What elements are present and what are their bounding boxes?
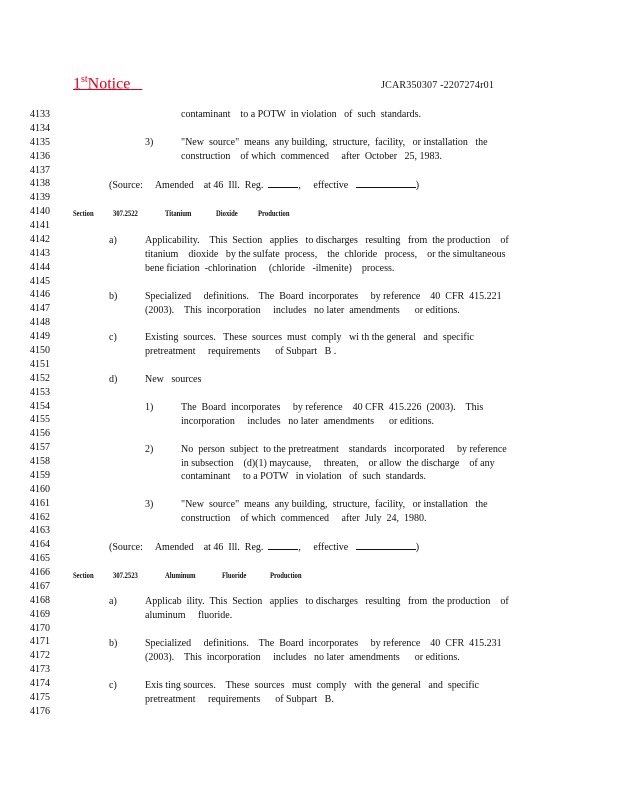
body-line: pretreatment requirements of Subpart B .: [145, 346, 337, 357]
reg-blank: [268, 540, 298, 550]
line-number: 4135: [30, 136, 50, 148]
line-number: 4170: [30, 622, 50, 634]
item-marker: b): [109, 291, 118, 302]
body-line: contaminant to a POTW in violation of such standards.: [181, 471, 427, 482]
body-line: construction of which commenced after July 24, 1980.: [181, 513, 427, 524]
line-number: 4157: [30, 442, 50, 454]
section-heading-word: Section: [73, 570, 94, 580]
section-title-word: Fluoride: [222, 570, 247, 580]
section-heading-word: Section: [73, 208, 94, 218]
body-line: Specialized definitions. The Board incorporates by reference 40 CFR 415.221: [145, 291, 502, 302]
item-marker: a): [109, 596, 117, 607]
item-marker: 1): [145, 402, 154, 413]
reg-blank: [268, 178, 298, 188]
body-line: in subsection (d)(1) maycause, threaten, or allow the discharge of any: [181, 458, 495, 469]
notice-word: Notice: [87, 75, 131, 93]
line-number: 4140: [30, 206, 50, 218]
item-marker: 2): [145, 444, 154, 455]
source-note: [109, 178, 419, 193]
body-line: Existing sources. These sources must comply wi th the general and specific: [145, 332, 474, 343]
body-line: Specialized definitions. The Board incorporates by reference 40 CFR 415.231: [145, 638, 502, 649]
source-note-close: ): [415, 542, 420, 553]
line-number: 4151: [30, 358, 50, 370]
body-line: (2003). This incorporation includes no later amendments or editions.: [145, 305, 460, 316]
body-line: pretreatment requirements of Subpart B.: [145, 694, 334, 705]
body-line: Exis ting sources. These sources must comply with the general and specific: [145, 680, 479, 691]
section-title-word: Titanium: [165, 208, 192, 218]
body-line: (2003). This incorporation includes no later amendments or editions.: [145, 652, 460, 663]
line-number: 4174: [30, 678, 50, 690]
body-line: Applicab ility. This Section applies to discharges resulting from the production of: [145, 596, 509, 607]
line-number: 4175: [30, 692, 50, 703]
line-number: 4144: [30, 261, 50, 273]
line-number: 4150: [30, 345, 50, 356]
section-number: 307.2523: [113, 570, 138, 580]
body-line: No person subject to the pretreatment standards incorporated by reference: [181, 444, 507, 455]
source-note-text: (Source: Amended at 46 Ill. Reg.: [109, 180, 264, 191]
line-number: 4171: [30, 636, 50, 648]
line-number: 4166: [30, 567, 50, 578]
line-number: 4162: [30, 511, 50, 523]
line-number: 4176: [30, 705, 50, 717]
body-line: contaminant to a POTW in violation of such standards.: [181, 109, 422, 120]
page-header: [0, 74, 618, 96]
line-number: 4169: [30, 608, 50, 620]
line-number: 4156: [30, 428, 50, 440]
body-line: aluminum fluoride.: [145, 610, 233, 621]
line-number: 4159: [30, 469, 50, 481]
item-marker: b): [109, 638, 118, 649]
line-number: 4152: [30, 372, 50, 384]
section-title-word: Aluminum: [165, 570, 196, 580]
item-marker: a): [109, 235, 117, 246]
notice-ordinal: 1: [73, 75, 81, 93]
section-title-word: Production: [270, 570, 302, 580]
body-line: construction of which commenced after October 25, 1983.: [181, 151, 443, 162]
body-line: "New source" means any building, structure, facility, or installation the: [181, 499, 488, 510]
line-number: 4172: [30, 650, 50, 662]
line-number: 4165: [30, 553, 50, 565]
line-number: 4158: [30, 456, 50, 467]
date-blank: [356, 178, 416, 188]
line-number: 4138: [30, 178, 50, 190]
item-marker: c): [109, 680, 117, 691]
line-number: 4168: [30, 594, 50, 606]
line-number: 4163: [30, 525, 50, 537]
body-line: incorporation includes no later amendments or editions.: [181, 416, 434, 427]
source-note-effective: , effective: [298, 542, 349, 553]
line-number: 4153: [30, 386, 50, 398]
item-marker: 3): [145, 137, 154, 148]
line-number: 4149: [30, 331, 50, 343]
line-number: 4164: [30, 539, 50, 551]
section-title-word: Production: [258, 208, 290, 218]
body-line: New sources: [145, 374, 202, 385]
line-number: 4142: [30, 233, 50, 245]
body-line: Applicability. This Section applies to discharges resulting from the production of: [145, 235, 509, 246]
first-notice-label: [73, 74, 142, 93]
line-number: 4155: [30, 414, 50, 426]
line-number: 4137: [30, 164, 50, 176]
line-number: 4133: [30, 109, 50, 120]
line-number: 4154: [30, 400, 50, 412]
line-number: 4146: [30, 289, 50, 301]
source-note-close: ): [415, 180, 420, 191]
item-marker: d): [109, 374, 118, 385]
document-code: JCAR350307 -2207274r01: [381, 80, 495, 91]
date-blank: [356, 540, 416, 550]
line-number: 4134: [30, 122, 50, 134]
line-number: 4143: [30, 247, 50, 259]
line-number: 4173: [30, 664, 50, 676]
line-number: 4145: [30, 275, 50, 287]
line-number: 4139: [30, 192, 50, 204]
section-number: 307.2522: [113, 208, 138, 218]
notice-ordinal-suffix: st: [81, 74, 88, 85]
source-note-text: (Source: Amended at 46 Ill. Reg.: [109, 542, 264, 553]
line-number: 4147: [30, 303, 50, 315]
source-note: [109, 540, 419, 555]
body-line: titanium dioxide by the sulfate process, the chloride process, or the simultaneous: [145, 249, 506, 260]
line-number: 4161: [30, 497, 50, 509]
source-note-effective: , effective: [298, 180, 349, 191]
line-number: 4160: [30, 483, 50, 495]
line-number: 4148: [30, 317, 50, 329]
body-line: "New source" means any building, structure, facility, or installation the: [181, 137, 488, 148]
item-marker: c): [109, 332, 117, 343]
body-line: bene ficiation -chlorination (chloride -ilmenite) process.: [145, 263, 395, 274]
line-number: 4136: [30, 150, 50, 162]
section-title-word: Dioxide: [216, 208, 238, 218]
line-number: 4141: [30, 220, 50, 231]
item-marker: 3): [145, 499, 154, 510]
line-number: 4167: [30, 580, 50, 592]
body-line: The Board incorporates by reference 40 CFR 415.226 (2003). This: [181, 402, 484, 413]
